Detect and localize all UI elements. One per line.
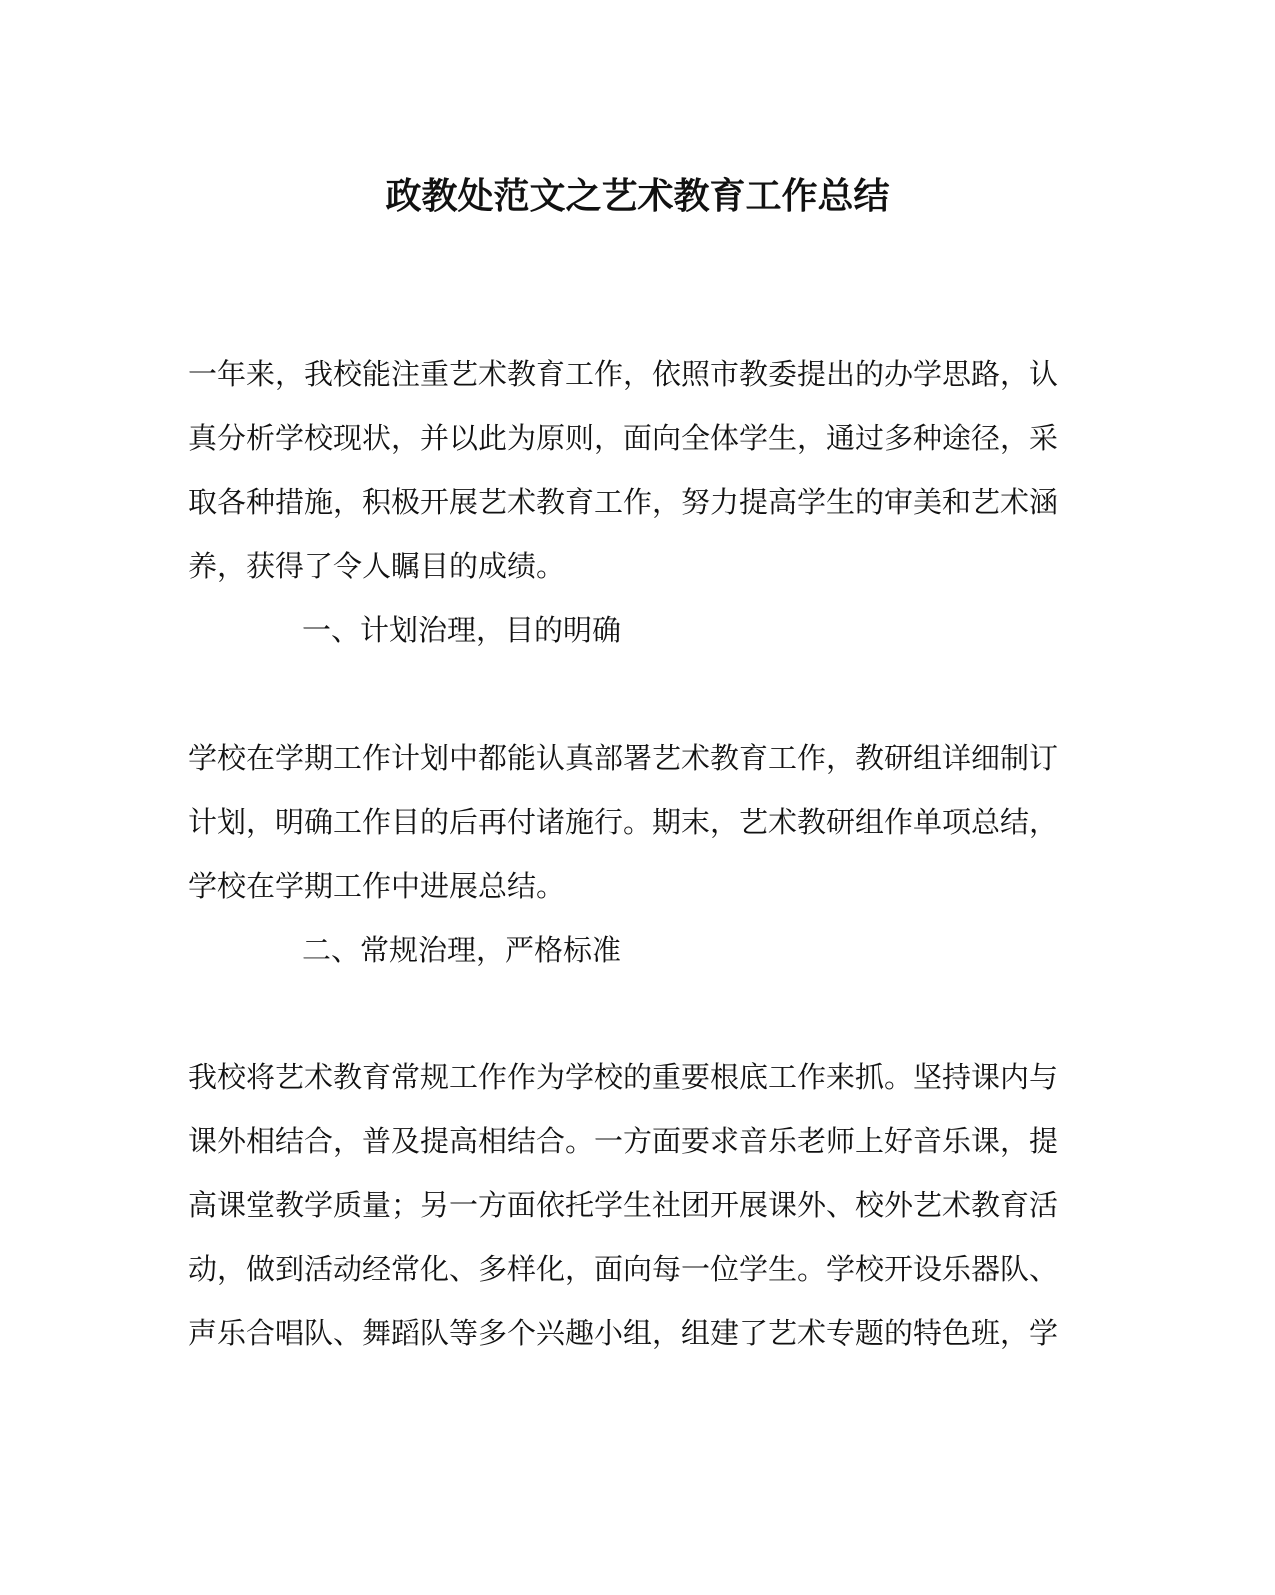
document-title: 政教处范文之艺术教育工作总结 xyxy=(385,175,890,217)
paragraph-routine xyxy=(188,1045,1058,1365)
section-heading-2: 二、常规治理，严格标准 xyxy=(302,933,622,967)
text-line: 声乐合唱队、舞蹈队等多个兴趣小组，组建了艺术专题的特色班，学 xyxy=(188,1316,1059,1350)
text-line: 取各种措施，积极开展艺术教育工作，努力提高学生的审美和艺术涵 xyxy=(188,485,1059,519)
text-line: 学校在学期工作计划中都能认真部署艺术教育工作，教研组详细制订 xyxy=(188,741,1059,775)
text-line: 一年来，我校能注重艺术教育工作，依照市教委提出的办学思路，认 xyxy=(188,357,1059,391)
text-line: 课外相结合，普及提高相结合。一方面要求音乐老师上好音乐课，提 xyxy=(188,1124,1059,1158)
text-line: 学校在学期工作中进展总结。 xyxy=(188,869,566,903)
text-line: 动，做到活动经常化、多样化，面向每一位学生。学校开设乐器队、 xyxy=(188,1252,1059,1286)
paragraph-intro xyxy=(188,342,1058,598)
text-line: 真分析学校现状，并以此为原则，面向全体学生，通过多种途径，采 xyxy=(188,421,1059,455)
text-line: 高课堂教学质量；另一方面依托学生社团开展课外、校外艺术教育活 xyxy=(188,1188,1059,1222)
text-line: 计划，明确工作目的后再付诸施行。期末，艺术教研组作单项总结， xyxy=(188,805,1059,839)
section-heading-1: 一、计划治理，目的明确 xyxy=(302,613,622,647)
paragraph-plan xyxy=(188,726,1058,918)
text-line: 我校将艺术教育常规工作作为学校的重要根底工作来抓。坚持课内与 xyxy=(188,1060,1059,1094)
text-line: 养，获得了令人瞩目的成绩。 xyxy=(188,549,566,583)
